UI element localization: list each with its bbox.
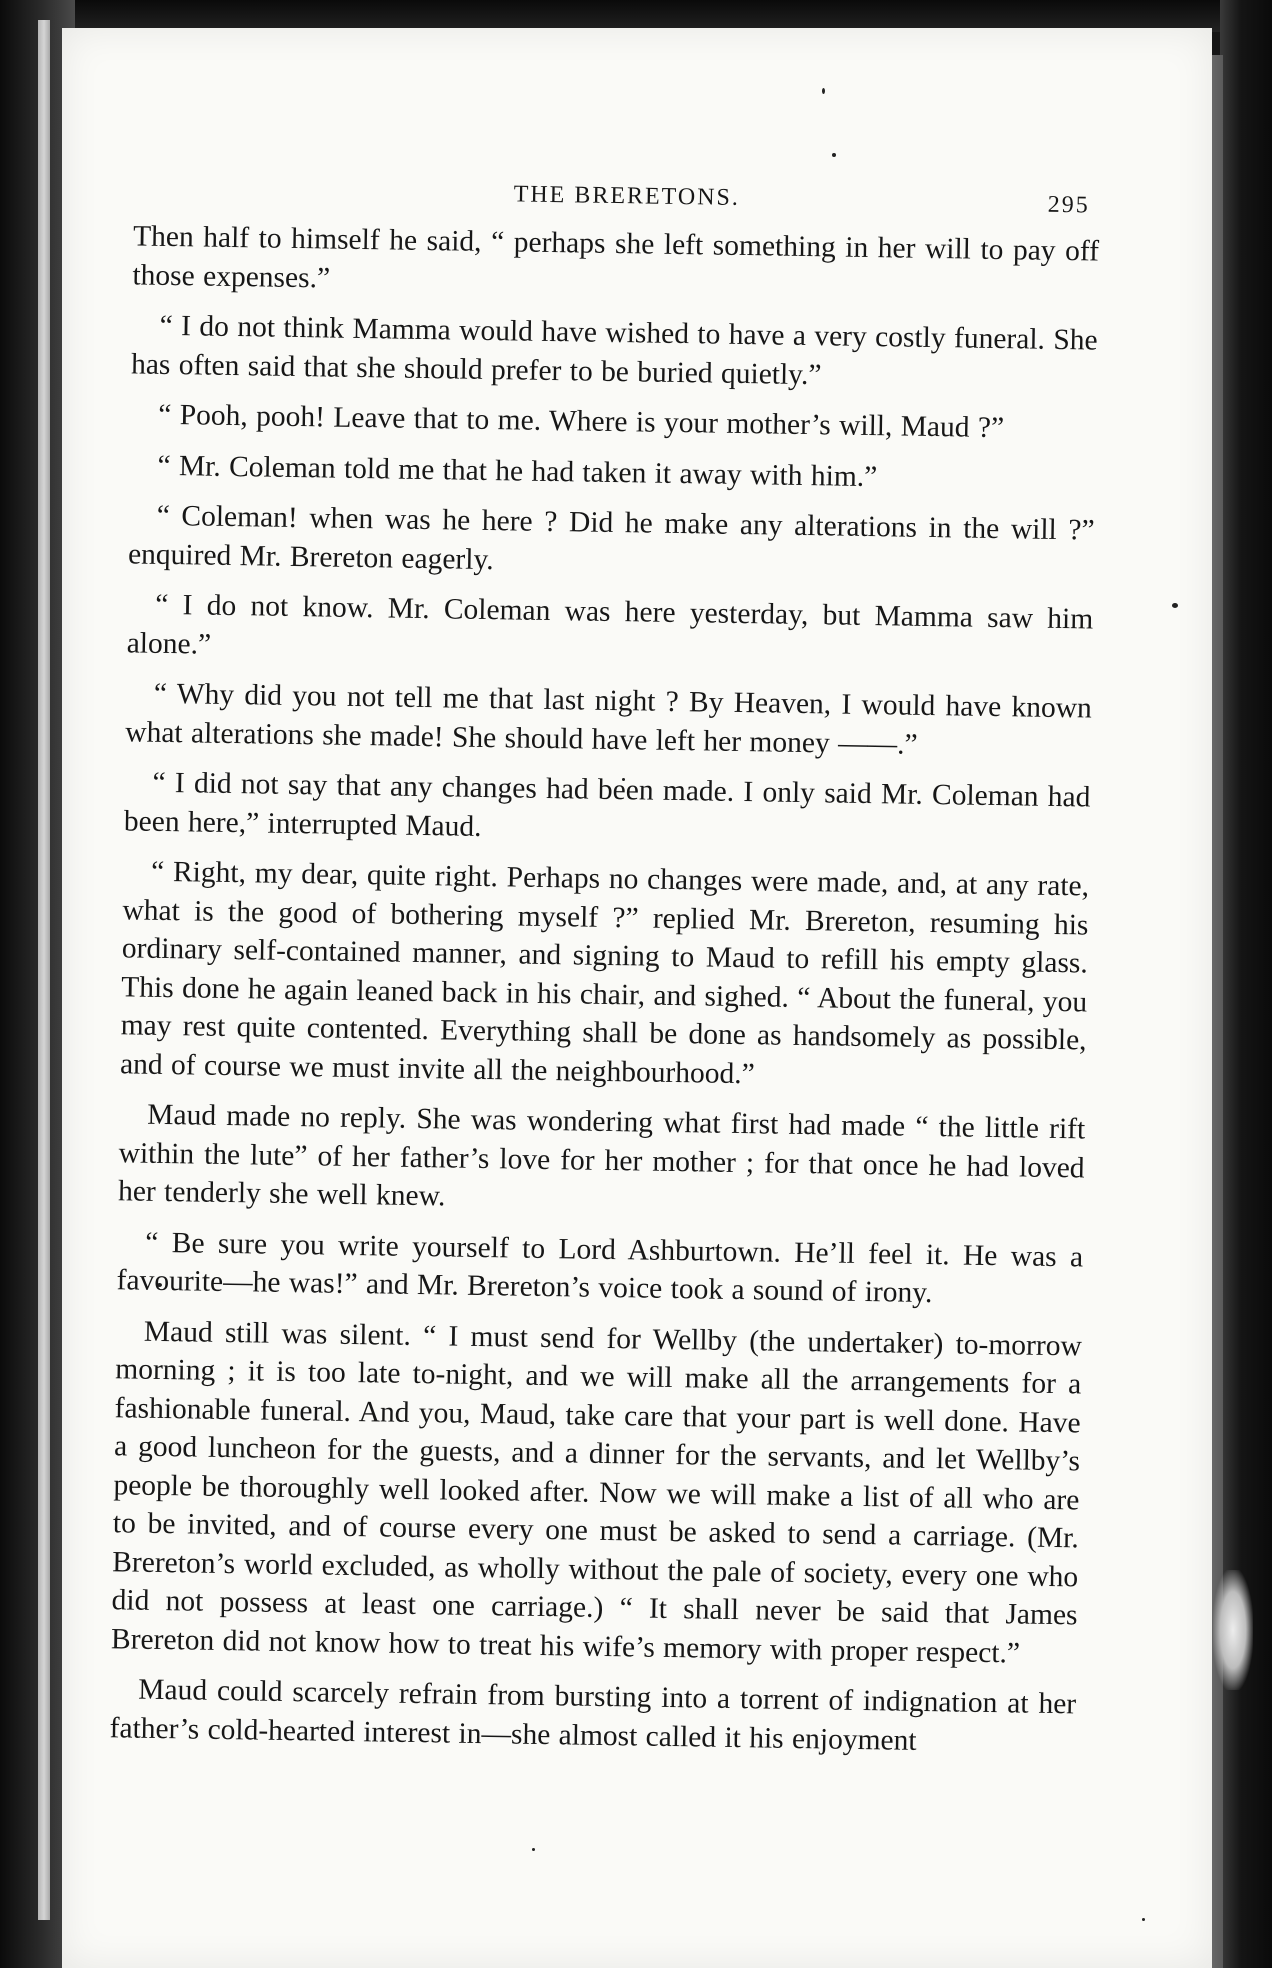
paragraph: Maud made no reply. She was wondering what first had made “ the little rift within the lute” of her father’s love for her mother ; for that once he had loved her tenderly she well knew. (117, 1098, 1086, 1213)
paragraph: “ I do not know. Mr. Coleman was here yesterday, but Mamma saw him alone.” (126, 588, 1094, 661)
paragraph: “ I do not think Mamma would have wished to have a very costly funeral. She has often said that she should prefer to be buried quietly.” (130, 309, 1098, 391)
running-title: THE BRERETONS. (513, 181, 741, 211)
paragraph: Maud could scarcely refrain from bursting into a torrent of indignation at her father’s cold-hearted interest in—she almost called it his enjoyment (109, 1673, 1077, 1757)
page-content (106, 175, 1100, 1950)
paragraph: Then half to himself he said, “ perhaps she left something in her will to pay off those expenses.” (132, 220, 1100, 295)
page-fold-edge (38, 20, 50, 1920)
paragraph: “ Coleman! when was he here ? Did he make any alterations in the will ?” enquired Mr. Brereton eagerly. (127, 499, 1095, 576)
paragraph: “ I did not say that any changes had been made. I only said Mr. Coleman had been here,” interrupted Maud. (123, 766, 1091, 843)
book-page (62, 28, 1212, 1968)
paragraph: “ Be sure you write yourself to Lord Ashburtown. He’ll feel it. He was a favourite—he was!” and Mr. Brereton’s voice took a sound of irony. (116, 1226, 1084, 1310)
paragraph: “ Right, my dear, quite right. Perhaps no changes were made, and, at any rate, what is the good of bothering myself ?” replied Mr. Brereton, resuming his ordinary self-contained manner, and signing to Maud to refill his empty glass. This done he again leaned back in his chair, and sighed. “ About the funeral, you may rest quite contented. Everything shall be done as handsomely as possible, and of course we must invite all the neighbourhood.” (119, 855, 1090, 1090)
body-text (109, 217, 1099, 1762)
paragraph: “ Why did you not tell me that last night ? By Heaven, I would have known what alterations she made! She should have left her money ——.” (125, 677, 1093, 761)
light-artifact (1213, 1570, 1253, 1690)
page-number: 295 (1047, 191, 1090, 219)
paragraph: “ Mr. Coleman told me that he had taken it away with him.” (157, 449, 878, 493)
paragraph: “ Pooh, pooh! Leave that to me. Where is your mother’s will, Maud ?” (158, 398, 1005, 445)
paragraph: Maud still was silent. “ I must send for Wellby (the undertaker) to-morrow morning ; it is too late to-night, and we will make all the arrangements for a fashionable funeral. And you, Maud, take care that your part is well done. Have a good luncheon for the guests, and a dinner for the servants, and let Wellby’s people be thoroughly well looked after. Now we will make a list of all who are to be invited, and of course every one must be asked to send a carriage. (Mr. Brereton’s world excluded, as wholly without the pale of society, every one who did not possess at least one carriage.) “ It shall never be said that James Brereton did not know how to treat his wife’s memory with proper respect.” (110, 1315, 1083, 1670)
